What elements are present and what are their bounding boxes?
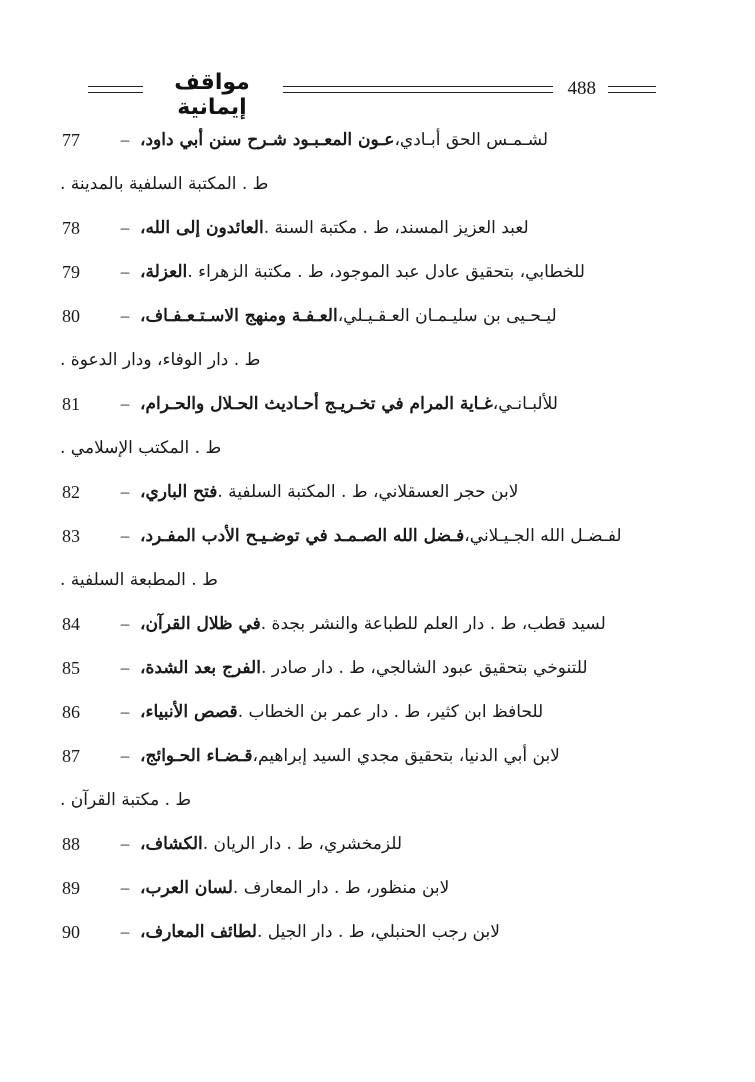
header-rule-middle bbox=[283, 86, 553, 93]
bibliography-entry bbox=[60, 602, 660, 646]
entry-publisher: ط . مكتبة القرآن . bbox=[60, 790, 192, 810]
entry-dash: – bbox=[120, 262, 130, 281]
bibliography-list bbox=[60, 118, 660, 954]
bibliography-entry bbox=[60, 382, 660, 470]
entry-title: العـفـة ومنهج الاسـتـعـفـاف، bbox=[140, 306, 338, 326]
entry-publisher: ط . المكتب الإسلامي . bbox=[60, 438, 222, 458]
running-title: مواقف إيمانية bbox=[174, 70, 250, 120]
page-header bbox=[88, 70, 656, 120]
bibliography-entry bbox=[60, 118, 660, 206]
entry-dash: – bbox=[120, 394, 130, 413]
entry-description: لابن حجر العسقلاني، ط . المكتبة السلفية . bbox=[217, 482, 519, 502]
entry-number: 78 bbox=[62, 218, 80, 238]
bibliography-entry bbox=[60, 470, 660, 514]
entry-title: فتح الباري، bbox=[140, 482, 218, 502]
header-rule-left bbox=[88, 86, 143, 93]
bibliography-entry bbox=[60, 294, 660, 382]
entry-title: لسان العرب، bbox=[140, 878, 233, 898]
entry-number: 82 bbox=[62, 482, 80, 502]
entry-dash: – bbox=[120, 218, 130, 237]
entry-publisher: ط . دار الوفاء، ودار الدعوة . bbox=[60, 350, 261, 370]
bibliography-entry bbox=[60, 822, 660, 866]
entry-dash: – bbox=[120, 658, 130, 677]
entry-title: في ظلال القرآن، bbox=[140, 614, 261, 634]
entry-dash: – bbox=[120, 746, 130, 765]
entry-number: 87 bbox=[62, 746, 80, 766]
entry-dash: – bbox=[120, 482, 130, 501]
entry-description: للخطابي، بتحقيق عادل عبد الموجود، ط . مكتبة الزهراء . bbox=[187, 262, 585, 282]
entry-description: لسيد قطب، ط . دار العلم للطباعة والنشر بجدة . bbox=[260, 614, 606, 634]
bibliography-entry bbox=[60, 514, 660, 602]
entry-description: ليـحـيى بن سليـمـان العـقـيـلي، bbox=[337, 306, 557, 326]
entry-dash: – bbox=[120, 526, 130, 545]
header-rule-right bbox=[608, 86, 656, 93]
entry-number: 85 bbox=[62, 658, 80, 678]
entry-publisher: ط . المكتبة السلفية بالمدينة . bbox=[60, 174, 269, 194]
entry-description: للزمخشري، ط . دار الريان . bbox=[202, 834, 403, 854]
entry-description: لعبد العزيز المسند، ط . مكتبة السنة . bbox=[263, 218, 529, 238]
entry-number: 84 bbox=[62, 614, 80, 634]
entry-dash: – bbox=[120, 614, 130, 633]
entry-title: غـاية المرام في تخـريـج أحـاديث الحـلال والحـرام، bbox=[140, 394, 493, 414]
entry-dash: – bbox=[120, 834, 130, 853]
entry-number: 81 bbox=[62, 394, 80, 414]
entry-description: للحافظ ابن كثير، ط . دار عمر بن الخطاب . bbox=[237, 702, 544, 722]
bibliography-entry bbox=[60, 734, 660, 822]
page-number: 488 bbox=[567, 78, 596, 99]
bibliography-entry bbox=[60, 206, 660, 250]
entry-number: 90 bbox=[62, 922, 80, 942]
entry-dash: – bbox=[120, 922, 130, 941]
entry-title: الكشاف، bbox=[140, 834, 203, 854]
entry-number: 79 bbox=[62, 262, 80, 282]
entry-title: فـضل الله الصـمـد في توضـيـح الأدب المفـرد، bbox=[140, 526, 465, 546]
entry-number: 80 bbox=[62, 306, 80, 326]
entry-title: عـون المعـبـود شـرح سنن أبي داود، bbox=[140, 130, 395, 150]
entry-publisher: ط . المطبعة السلفية . bbox=[60, 570, 218, 590]
entry-number: 83 bbox=[62, 526, 80, 546]
entry-title: الفرج بعد الشدة، bbox=[140, 658, 261, 678]
entry-description: لفـضـل الله الجـيـلاني، bbox=[464, 526, 622, 546]
entry-description: للتنوخي بتحقيق عبود الشالجي، ط . دار صادر . bbox=[260, 658, 588, 678]
entry-description: لشـمـس الحق أبـادي، bbox=[394, 130, 549, 150]
entry-title: لطائف المعارف، bbox=[140, 922, 257, 942]
bibliography-entry bbox=[60, 910, 660, 954]
entry-title: العزلة، bbox=[140, 262, 188, 282]
bibliography-entry bbox=[60, 646, 660, 690]
entry-description: لابن أبي الدنيا، بتحقيق مجدي السيد إبراهيم، bbox=[252, 746, 560, 766]
entry-description: لابن منظور، ط . دار المعارف . bbox=[232, 878, 450, 898]
entry-dash: – bbox=[120, 130, 130, 149]
entry-description: لابن رجب الحنبلي، ط . دار الجيل . bbox=[256, 922, 500, 942]
bibliography-entry bbox=[60, 866, 660, 910]
entry-title: قصص الأنبياء، bbox=[140, 702, 238, 722]
entry-number: 86 bbox=[62, 702, 80, 722]
entry-title: قـضـاء الحـوائج، bbox=[140, 746, 253, 766]
entry-dash: – bbox=[120, 702, 130, 721]
entry-description: للألبـانـي، bbox=[492, 394, 558, 414]
entry-number: 89 bbox=[62, 878, 80, 898]
entry-number: 77 bbox=[62, 130, 80, 150]
entry-title: العائدون إلى الله، bbox=[140, 218, 264, 238]
bibliography-entry bbox=[60, 690, 660, 734]
bibliography-entry bbox=[60, 250, 660, 294]
entry-dash: – bbox=[120, 878, 130, 897]
entry-dash: – bbox=[120, 306, 130, 325]
entry-number: 88 bbox=[62, 834, 80, 854]
